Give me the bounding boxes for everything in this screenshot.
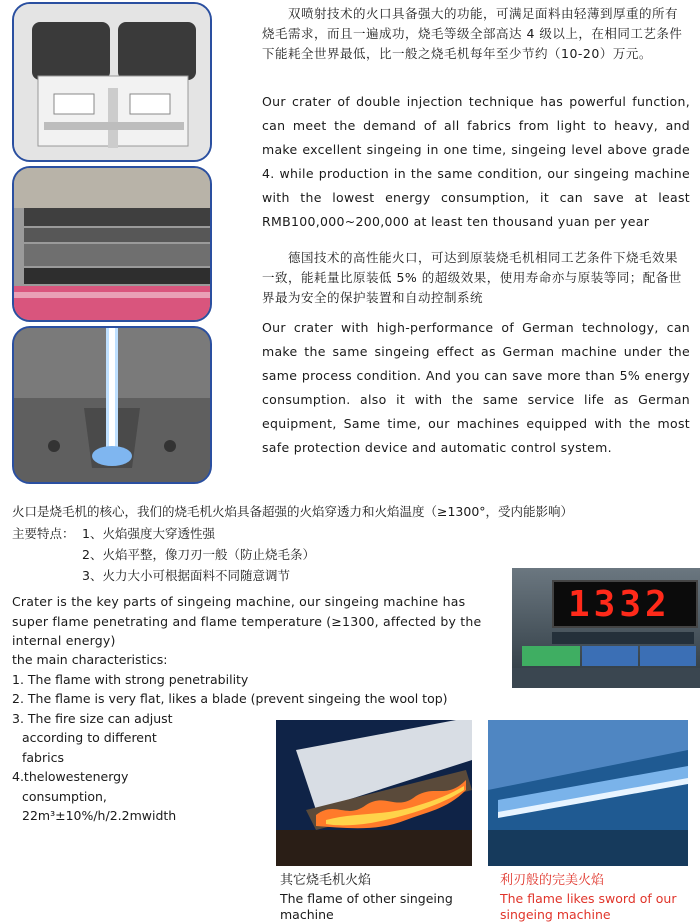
burner-cross-section-illustration (14, 4, 210, 160)
photo-crater-flame (12, 326, 212, 484)
feature-item: 3. The fire size can adjust (12, 710, 173, 726)
top-english-paragraph-2: Our crater with high-performance of German technology, can make the same singeing effect as German machine under the same process condition. And you can save more than 5% energy consumption. also it with the same service life as German equipment, Same time, our machines equipped with the most safe protection device and automatic control system. (262, 320, 690, 455)
caption-other-flame-cn: 其它烧毛机火焰 (280, 873, 372, 888)
feature-item: 22m³±10%/h/2.2mwidth (22, 808, 177, 823)
top-chinese-paragraph-2: 德国技术的高性能火口，可达到原装烧毛机相同工艺条件下烧毛效果一致，能耗量比原装低 5% 的超级效果，使用寿命亦与原装等同；配备世界最为安全的保护装置和自动控制系统 (262, 250, 682, 305)
other-flame-illustration (276, 720, 472, 866)
led-display-panel (552, 580, 698, 628)
photo-other-machine-flame (276, 720, 472, 866)
singeing-machine-illustration (14, 168, 210, 320)
features-label: 主要特点： (12, 526, 75, 541)
bottom-english-intro: Crater is the key parts of singeing machine, our singeing machine has super flame penetrating and flame temperature (≥1300, affected by the internal energy) (12, 594, 482, 648)
crater-flame-illustration (14, 328, 210, 482)
feature-item: 3、火力大小可根据面料不同随意调节 (82, 568, 290, 583)
feature-item: fabrics (22, 749, 64, 765)
feature-item: 1、火焰强度大穿透性强 (82, 526, 215, 541)
our-flame-illustration (488, 720, 688, 866)
photo-temperature-controller (512, 568, 700, 688)
photo-singeing-machine-roller (12, 166, 212, 322)
caption-our-flame-en: The flame likes sword of our singeing machine (500, 891, 677, 922)
feature-item: consumption, (22, 788, 107, 804)
top-english-paragraph-1: Our crater of double injection technique has powerful function, can meet the demand of all fabrics from light to heavy, and make excellent singeing in one time, singeing level above grade 4. while production in the same condition, our singeing machine with the lowest energy consumption, it can save at least RMB100,000~200,000 at least ten thousand yuan per year (262, 94, 690, 229)
caption-our-flame-cn: 利刃般的完美火焰 (500, 873, 605, 888)
blue-control-button (582, 646, 638, 666)
top-chinese-paragraph-1: 双喷射技术的火口具备强大的功能，可满足面料由轻薄到厚重的所有烧毛需求，而且一遍成功，烧毛等级全部高达 4 级以上，在相同工艺条件下能耗全世界最低，比一般之烧毛机每年至少节约（10-20）万元。 (262, 6, 683, 61)
feature-item: 4.thelowestenergy (12, 769, 129, 784)
photo-our-machine-flame (488, 720, 688, 866)
feature-item: 1. The flame with strong penetrability (12, 671, 249, 687)
feature-item: 2、火焰平整，像刀刃一般（防止烧毛条） (82, 547, 315, 562)
middle-chinese-intro: 火口是烧毛机的核心，我们的烧毛机火焰具备超强的火焰穿透力和火焰温度（≥1300°，受内能影响） (12, 504, 574, 519)
caption-other-flame-en: The flame of other singeing machine (280, 891, 453, 922)
temperature-reading: 1332 (568, 584, 671, 625)
middle-chinese-features (12, 523, 412, 586)
feature-item: according to different (22, 730, 157, 745)
feature-item: 2. The flame is very flat, likes a blade (prevent singeing the wool top) (12, 691, 448, 706)
features-label: the main characteristics: (12, 652, 168, 667)
blue-control-button (640, 646, 696, 666)
photo-burner-cross-section (12, 2, 212, 162)
